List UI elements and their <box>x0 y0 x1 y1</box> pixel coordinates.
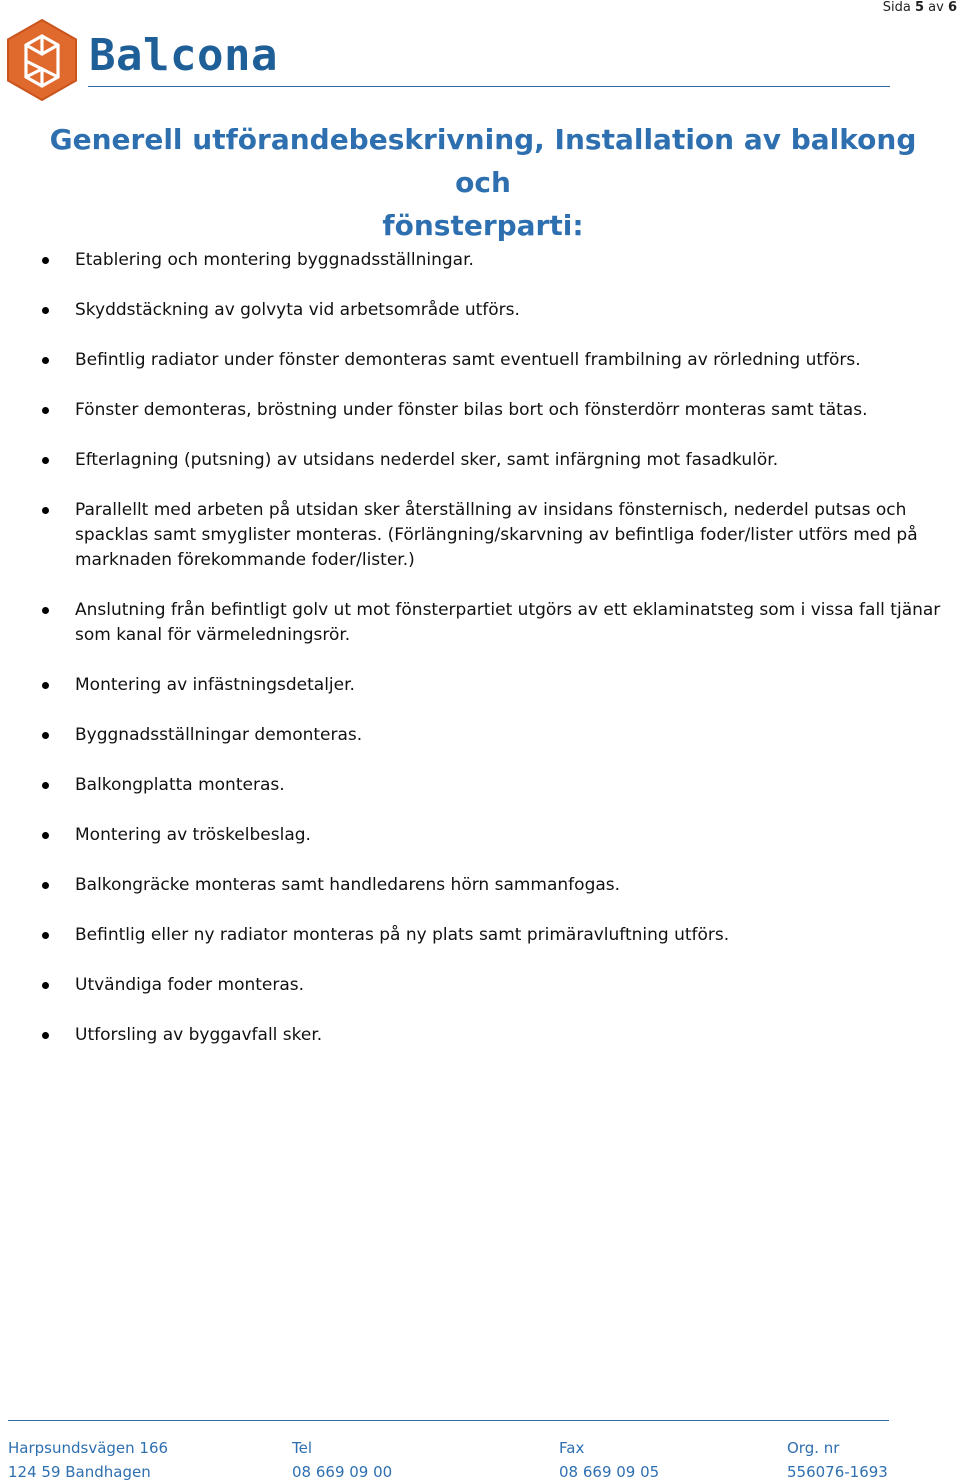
page-number-separator: av <box>928 0 944 15</box>
document-title <box>40 118 926 247</box>
hexagon-cube-logo-icon <box>6 18 78 102</box>
list-item: Byggnadsställningar demonteras. <box>0 723 960 748</box>
footer-fax-label: Fax <box>559 1439 585 1457</box>
footer-fax-value: 08 669 09 05 <box>559 1463 660 1481</box>
footer-org-label: Org. nr <box>787 1439 840 1457</box>
list-item: Utvändiga foder monteras. <box>0 973 960 998</box>
list-item: Efterlagning (putsning) av utsidans nederdel sker, samt infärgning mot fasadkulör. <box>0 448 960 473</box>
page-number-current: 5 <box>914 0 924 15</box>
list-item: Montering av tröskelbeslag. <box>0 823 960 848</box>
page-number <box>883 0 957 15</box>
footer-divider <box>8 1420 889 1421</box>
list-item: Skyddstäckning av golvyta vid arbetsområde utförs. <box>0 298 960 323</box>
list-item: Utforsling av byggavfall sker. <box>0 1023 960 1048</box>
header-divider <box>88 86 890 87</box>
list-item: Parallellt med arbeten på utsidan sker återställning av insidans fönsternisch, nederdel putsas och spacklas samt smyglister monteras. (Förlängning/skarvning av befintliga foder/lister utförs med på marknaden förekommande foder/lister.) <box>0 498 960 573</box>
list-item: Befintlig eller ny radiator monteras på ny plats samt primäravluftning utförs. <box>0 923 960 948</box>
page-number-total: 6 <box>947 0 957 15</box>
installation-steps-list <box>0 248 960 1073</box>
list-item: Balkongräcke monteras samt handledarens hörn sammanfogas. <box>0 873 960 898</box>
footer-address-street: Harpsundsvägen 166 <box>8 1439 169 1457</box>
footer-address <box>8 1436 168 1484</box>
list-item: Balkongplatta monteras. <box>0 773 960 798</box>
footer-address-city: 124 59 Bandhagen <box>8 1463 151 1481</box>
list-item: Fönster demonteras, bröstning under fönster bilas bort och fönsterdörr monteras samt tätas. <box>0 398 960 423</box>
list-item: Befintlig radiator under fönster demonteras samt eventuell frambilning av rörledning utförs. <box>0 348 960 373</box>
list-item: Montering av infästningsdetaljer. <box>0 673 960 698</box>
footer-phone-label: Tel <box>292 1439 313 1457</box>
footer-fax <box>559 1436 659 1484</box>
document-title-line2: fönsterparti: <box>382 209 584 242</box>
document-title-line1: Generell utförandebeskrivning, Installation av balkong och <box>49 123 917 199</box>
footer-org-number <box>787 1436 888 1484</box>
footer-phone-value: 08 669 09 00 <box>292 1463 393 1481</box>
page-number-prefix: Sida <box>882 0 911 15</box>
brand-name: Balcona <box>89 30 278 81</box>
list-item: Etablering och montering byggnadsställningar. <box>0 248 960 273</box>
footer-org-value: 556076-1693 <box>787 1463 888 1481</box>
list-item: Anslutning från befintligt golv ut mot fönsterpartiet utgörs av ett eklaminatsteg som i vissa fall tjänar som kanal för värmeledningsrör. <box>0 598 960 648</box>
footer-phone <box>292 1436 392 1484</box>
